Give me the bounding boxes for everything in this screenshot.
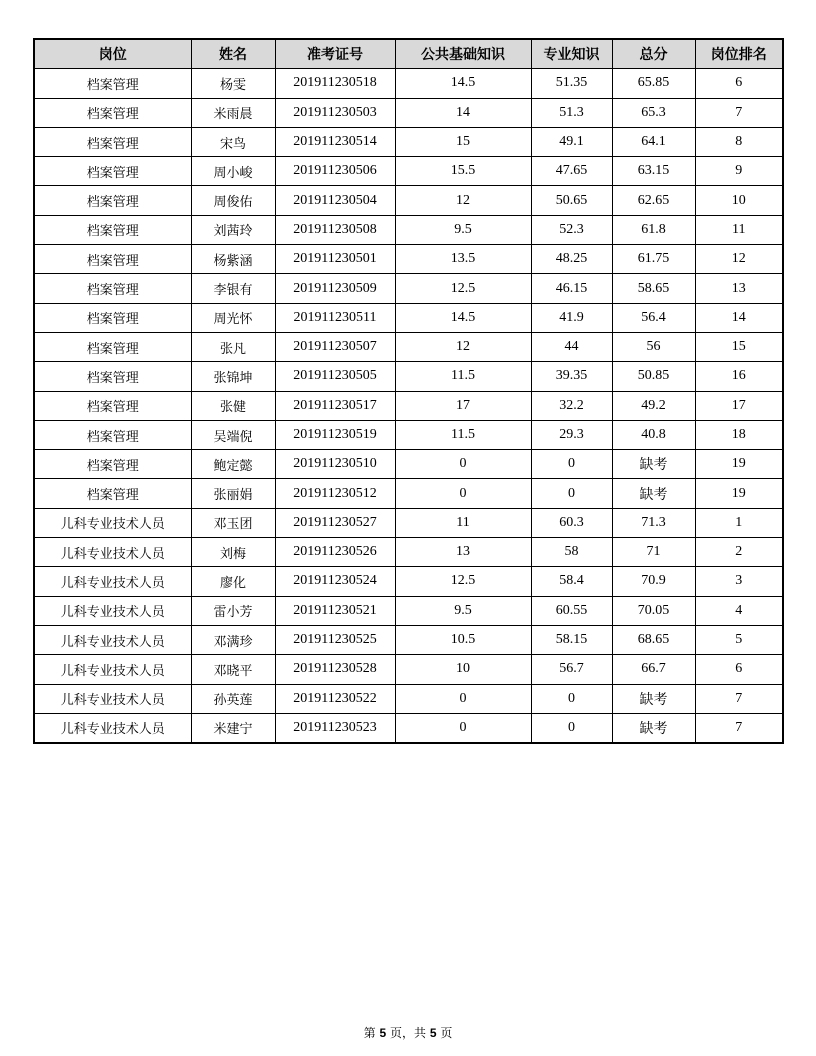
cell-name: 刘茜玲: [191, 215, 275, 244]
cell-ticket: 201911230524: [275, 567, 395, 596]
table-row: [34, 596, 783, 625]
table-row: [34, 245, 783, 274]
cell-basic: 9.5: [395, 596, 531, 625]
cell-total: 缺考: [612, 684, 695, 713]
cell-rank: 16: [695, 362, 783, 391]
cell-professional: 52.3: [531, 215, 612, 244]
cell-ticket: 201911230508: [275, 215, 395, 244]
cell-basic: 12: [395, 332, 531, 361]
cell-professional: 58.4: [531, 567, 612, 596]
table-row: [34, 684, 783, 713]
cell-position: 档案管理: [34, 479, 191, 508]
cell-position: 儿科专业技术人员: [34, 596, 191, 625]
cell-professional: 0: [531, 684, 612, 713]
cell-professional: 60.55: [531, 596, 612, 625]
cell-ticket: 201911230518: [275, 69, 395, 98]
cell-ticket: 201911230510: [275, 450, 395, 479]
page-footer: [0, 1024, 816, 1041]
cell-rank: 11: [695, 215, 783, 244]
cell-basic: 10.5: [395, 625, 531, 654]
header-cell-rank: 岗位排名: [695, 39, 783, 69]
cell-ticket: 201911230514: [275, 127, 395, 156]
cell-ticket: 201911230504: [275, 186, 395, 215]
cell-rank: 17: [695, 391, 783, 420]
table-row: [34, 655, 783, 684]
cell-rank: 2: [695, 538, 783, 567]
cell-name: 张丽娟: [191, 479, 275, 508]
cell-basic: 0: [395, 713, 531, 743]
cell-basic: 0: [395, 479, 531, 508]
cell-basic: 11.5: [395, 362, 531, 391]
cell-name: 雷小芳: [191, 596, 275, 625]
cell-total: 缺考: [612, 450, 695, 479]
cell-basic: 11.5: [395, 420, 531, 449]
table-row: [34, 98, 783, 127]
table-row: [34, 538, 783, 567]
footer-total-pages: 5: [429, 1026, 437, 1040]
cell-position: 档案管理: [34, 127, 191, 156]
table-row: [34, 127, 783, 156]
cell-basic: 13.5: [395, 245, 531, 274]
cell-rank: 4: [695, 596, 783, 625]
cell-position: 儿科专业技术人员: [34, 684, 191, 713]
table-row: [34, 567, 783, 596]
header-cell-basic: 公共基础知识: [395, 39, 531, 69]
cell-name: 孙英莲: [191, 684, 275, 713]
cell-ticket: 201911230511: [275, 303, 395, 332]
cell-professional: 39.35: [531, 362, 612, 391]
cell-position: 档案管理: [34, 186, 191, 215]
cell-rank: 7: [695, 713, 783, 743]
cell-professional: 50.65: [531, 186, 612, 215]
cell-rank: 19: [695, 479, 783, 508]
cell-position: 儿科专业技术人员: [34, 508, 191, 537]
cell-ticket: 201911230522: [275, 684, 395, 713]
cell-ticket: 201911230527: [275, 508, 395, 537]
cell-professional: 47.65: [531, 157, 612, 186]
cell-ticket: 201911230528: [275, 655, 395, 684]
cell-name: 邓满珍: [191, 625, 275, 654]
cell-position: 儿科专业技术人员: [34, 567, 191, 596]
header-cell-position: 岗位: [34, 39, 191, 69]
cell-ticket: 201911230505: [275, 362, 395, 391]
cell-position: 档案管理: [34, 450, 191, 479]
header-cell-ticket: 准考证号: [275, 39, 395, 69]
cell-position: 儿科专业技术人员: [34, 625, 191, 654]
cell-total: 71: [612, 538, 695, 567]
cell-position: 档案管理: [34, 391, 191, 420]
cell-name: 杨紫涵: [191, 245, 275, 274]
cell-total: 56.4: [612, 303, 695, 332]
cell-rank: 19: [695, 450, 783, 479]
cell-rank: 15: [695, 332, 783, 361]
cell-name: 张健: [191, 391, 275, 420]
cell-name: 张锦坤: [191, 362, 275, 391]
cell-rank: 7: [695, 98, 783, 127]
cell-professional: 49.1: [531, 127, 612, 156]
cell-total: 61.75: [612, 245, 695, 274]
cell-name: 杨雯: [191, 69, 275, 98]
cell-ticket: 201911230525: [275, 625, 395, 654]
table-row: [34, 625, 783, 654]
cell-total: 63.15: [612, 157, 695, 186]
cell-rank: 6: [695, 69, 783, 98]
table-row: [34, 713, 783, 743]
cell-basic: 9.5: [395, 215, 531, 244]
cell-ticket: 201911230503: [275, 98, 395, 127]
header-row: [34, 39, 783, 69]
cell-rank: 3: [695, 567, 783, 596]
cell-total: 56: [612, 332, 695, 361]
footer-prefix: 第: [363, 1026, 376, 1040]
table-row: [34, 215, 783, 244]
cell-rank: 6: [695, 655, 783, 684]
cell-professional: 29.3: [531, 420, 612, 449]
cell-basic: 15.5: [395, 157, 531, 186]
cell-name: 刘梅: [191, 538, 275, 567]
cell-basic: 14: [395, 98, 531, 127]
footer-page-number: 5: [379, 1026, 387, 1040]
cell-name: 李银有: [191, 274, 275, 303]
cell-rank: 12: [695, 245, 783, 274]
cell-total: 65.3: [612, 98, 695, 127]
table-row: [34, 303, 783, 332]
cell-name: 吴端倪: [191, 420, 275, 449]
cell-professional: 58.15: [531, 625, 612, 654]
cell-name: 周光怀: [191, 303, 275, 332]
cell-professional: 51.35: [531, 69, 612, 98]
cell-rank: 13: [695, 274, 783, 303]
cell-name: 邓玉团: [191, 508, 275, 537]
cell-total: 64.1: [612, 127, 695, 156]
cell-basic: 11: [395, 508, 531, 537]
cell-basic: 12.5: [395, 567, 531, 596]
cell-basic: 14.5: [395, 303, 531, 332]
cell-professional: 56.7: [531, 655, 612, 684]
cell-basic: 0: [395, 450, 531, 479]
cell-position: 档案管理: [34, 245, 191, 274]
cell-rank: 1: [695, 508, 783, 537]
cell-total: 缺考: [612, 479, 695, 508]
cell-ticket: 201911230523: [275, 713, 395, 743]
cell-professional: 44: [531, 332, 612, 361]
cell-basic: 17: [395, 391, 531, 420]
cell-professional: 60.3: [531, 508, 612, 537]
cell-position: 档案管理: [34, 274, 191, 303]
cell-name: 宋鸟: [191, 127, 275, 156]
cell-total: 40.8: [612, 420, 695, 449]
cell-ticket: 201911230507: [275, 332, 395, 361]
cell-basic: 15: [395, 127, 531, 156]
table-row: [34, 508, 783, 537]
cell-name: 周俊佑: [191, 186, 275, 215]
cell-total: 缺考: [612, 713, 695, 743]
footer-mid: 页，共: [389, 1026, 426, 1040]
cell-name: 张凡: [191, 332, 275, 361]
cell-rank: 18: [695, 420, 783, 449]
score-table: [33, 38, 784, 744]
cell-total: 70.9: [612, 567, 695, 596]
table-row: [34, 157, 783, 186]
cell-ticket: 201911230519: [275, 420, 395, 449]
cell-rank: 10: [695, 186, 783, 215]
cell-professional: 0: [531, 450, 612, 479]
cell-position: 档案管理: [34, 332, 191, 361]
cell-professional: 58: [531, 538, 612, 567]
cell-basic: 10: [395, 655, 531, 684]
cell-basic: 0: [395, 684, 531, 713]
cell-position: 档案管理: [34, 303, 191, 332]
table-row: [34, 332, 783, 361]
header-cell-professional: 专业知识: [531, 39, 612, 69]
cell-rank: 5: [695, 625, 783, 654]
cell-ticket: 201911230512: [275, 479, 395, 508]
cell-professional: 51.3: [531, 98, 612, 127]
cell-total: 50.85: [612, 362, 695, 391]
cell-professional: 46.15: [531, 274, 612, 303]
cell-ticket: 201911230521: [275, 596, 395, 625]
cell-name: 鲍定懿: [191, 450, 275, 479]
header-cell-name: 姓名: [191, 39, 275, 69]
cell-rank: 9: [695, 157, 783, 186]
cell-name: 米雨晨: [191, 98, 275, 127]
cell-name: 邓晓平: [191, 655, 275, 684]
table-row: [34, 186, 783, 215]
cell-position: 儿科专业技术人员: [34, 655, 191, 684]
cell-ticket: 201911230509: [275, 274, 395, 303]
cell-total: 61.8: [612, 215, 695, 244]
cell-rank: 14: [695, 303, 783, 332]
cell-total: 70.05: [612, 596, 695, 625]
table-row: [34, 479, 783, 508]
cell-basic: 12: [395, 186, 531, 215]
table-row: [34, 420, 783, 449]
cell-professional: 0: [531, 713, 612, 743]
cell-rank: 8: [695, 127, 783, 156]
cell-total: 49.2: [612, 391, 695, 420]
cell-position: 档案管理: [34, 69, 191, 98]
cell-position: 儿科专业技术人员: [34, 713, 191, 743]
table-row: [34, 69, 783, 98]
cell-total: 58.65: [612, 274, 695, 303]
cell-professional: 48.25: [531, 245, 612, 274]
cell-professional: 41.9: [531, 303, 612, 332]
cell-name: 廖化: [191, 567, 275, 596]
cell-name: 周小峻: [191, 157, 275, 186]
cell-position: 档案管理: [34, 157, 191, 186]
cell-position: 档案管理: [34, 98, 191, 127]
table-row: [34, 362, 783, 391]
cell-position: 档案管理: [34, 215, 191, 244]
cell-total: 62.65: [612, 186, 695, 215]
cell-ticket: 201911230506: [275, 157, 395, 186]
cell-rank: 7: [695, 684, 783, 713]
cell-position: 档案管理: [34, 362, 191, 391]
header-cell-total: 总分: [612, 39, 695, 69]
cell-total: 65.85: [612, 69, 695, 98]
table-row: [34, 391, 783, 420]
cell-total: 66.7: [612, 655, 695, 684]
table-body: [34, 69, 783, 743]
cell-professional: 32.2: [531, 391, 612, 420]
cell-professional: 0: [531, 479, 612, 508]
cell-ticket: 201911230517: [275, 391, 395, 420]
table-row: [34, 274, 783, 303]
cell-total: 71.3: [612, 508, 695, 537]
cell-basic: 14.5: [395, 69, 531, 98]
cell-basic: 13: [395, 538, 531, 567]
cell-total: 68.65: [612, 625, 695, 654]
cell-ticket: 201911230501: [275, 245, 395, 274]
cell-position: 儿科专业技术人员: [34, 538, 191, 567]
table-row: [34, 450, 783, 479]
cell-position: 档案管理: [34, 420, 191, 449]
footer-suffix: 页: [440, 1026, 453, 1040]
cell-name: 米建宁: [191, 713, 275, 743]
cell-basic: 12.5: [395, 274, 531, 303]
cell-ticket: 201911230526: [275, 538, 395, 567]
